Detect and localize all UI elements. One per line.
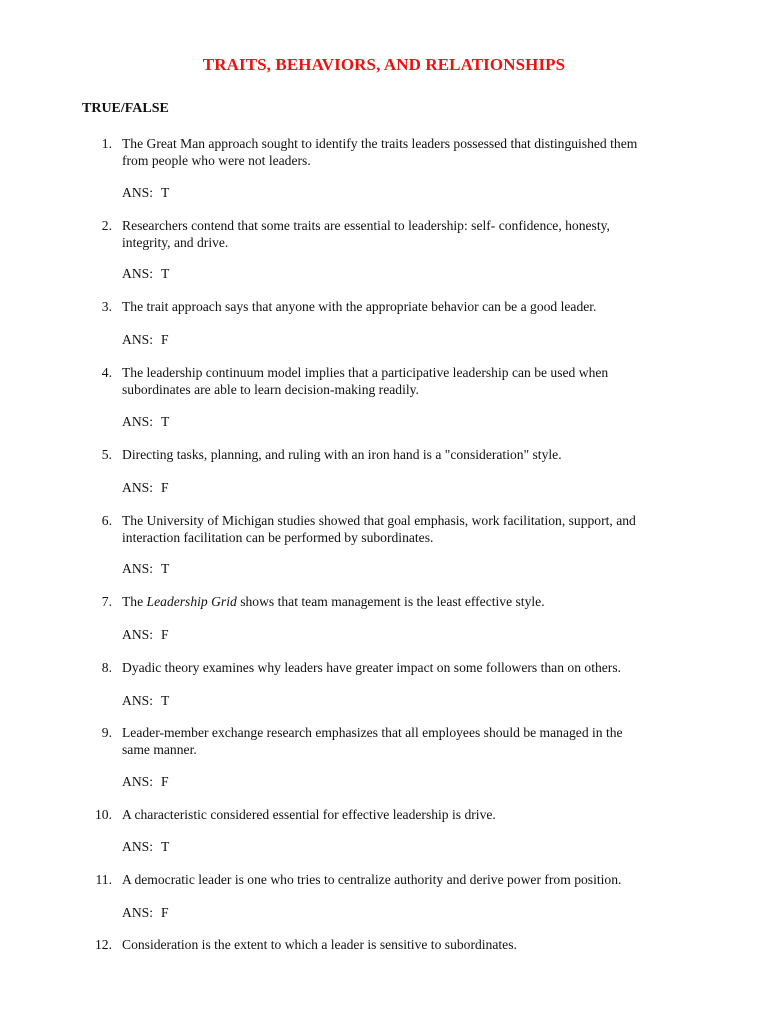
question-number: 5.	[101, 447, 112, 462]
answer: ANS: F	[122, 774, 169, 789]
answer-value: F	[160, 480, 169, 495]
answer: ANS: T	[122, 561, 170, 576]
question-number: 10.	[95, 807, 112, 822]
question-text: The leadership continuum model implies that a participative leadership can be used when subordinates are able to learn decision-making readily.	[122, 365, 609, 397]
document-title: TRAITS, BEHAVIORS, AND RELATIONSHIPS	[202, 55, 566, 74]
question-text: The University of Michigan studies showed that goal emphasis, work facilitation, support, and interaction facilitation can be performed by subordinates.	[122, 513, 636, 545]
question-text: The Leadership Grid shows that team management is the least effective style.	[122, 594, 545, 609]
answer: ANS: T	[122, 414, 170, 429]
answer-value: T	[160, 266, 170, 281]
answer-value: F	[160, 905, 169, 920]
question-number: 2.	[101, 218, 112, 233]
question-number: 9.	[101, 725, 112, 740]
answer: ANS: F	[122, 480, 169, 495]
answer-value: T	[160, 561, 170, 576]
question-text: A democratic leader is one who tries to centralize authority and derive power from position.	[122, 872, 622, 887]
question-number: 7.	[101, 594, 112, 609]
answer: ANS: T	[122, 185, 170, 200]
question-number: 12.	[95, 937, 112, 952]
question-number: 6.	[101, 513, 112, 528]
question-text: A characteristic considered essential for effective leadership is drive.	[122, 807, 496, 822]
question-number: 1.	[101, 136, 112, 151]
answer-value: T	[160, 839, 170, 854]
answer-value: F	[160, 332, 169, 347]
answer-value: T	[160, 185, 170, 200]
question-number: 11.	[95, 872, 112, 887]
answer: ANS: F	[122, 905, 169, 920]
question-number: 4.	[101, 365, 112, 380]
question-text: Directing tasks, planning, and ruling with an iron hand is a "consideration" style.	[122, 447, 562, 462]
answer-value: T	[160, 693, 170, 708]
answer-value: T	[160, 414, 170, 429]
emphasized-term: Leadership Grid	[146, 594, 237, 609]
answer-value: F	[160, 774, 169, 789]
question-text: Researchers contend that some traits are essential to leadership: self- confidence, honesty, integrity, and drive.	[122, 218, 610, 250]
answer: ANS: F	[122, 332, 169, 347]
answer: ANS: T	[122, 839, 170, 854]
question-text: Consideration is the extent to which a leader is sensitive to subordinates.	[122, 937, 517, 952]
question-number: 3.	[101, 299, 112, 314]
section-heading: TRUE/FALSE	[82, 101, 169, 116]
answer-value: F	[160, 627, 169, 642]
answer: ANS: T	[122, 693, 170, 708]
question-text: Dyadic theory examines why leaders have greater impact on some followers than on others.	[122, 660, 622, 675]
question-text: The Great Man approach sought to identify the traits leaders possessed that distinguished them from people who were not leaders.	[122, 136, 638, 168]
answer: ANS: F	[122, 627, 169, 642]
question-text: Leader-member exchange research emphasizes that all employees should be managed in the same manner.	[122, 725, 623, 757]
answer: ANS: T	[122, 266, 170, 281]
question-text: The trait approach says that anyone with the appropriate behavior can be a good leader.	[122, 299, 597, 314]
question-number: 8.	[101, 660, 112, 675]
